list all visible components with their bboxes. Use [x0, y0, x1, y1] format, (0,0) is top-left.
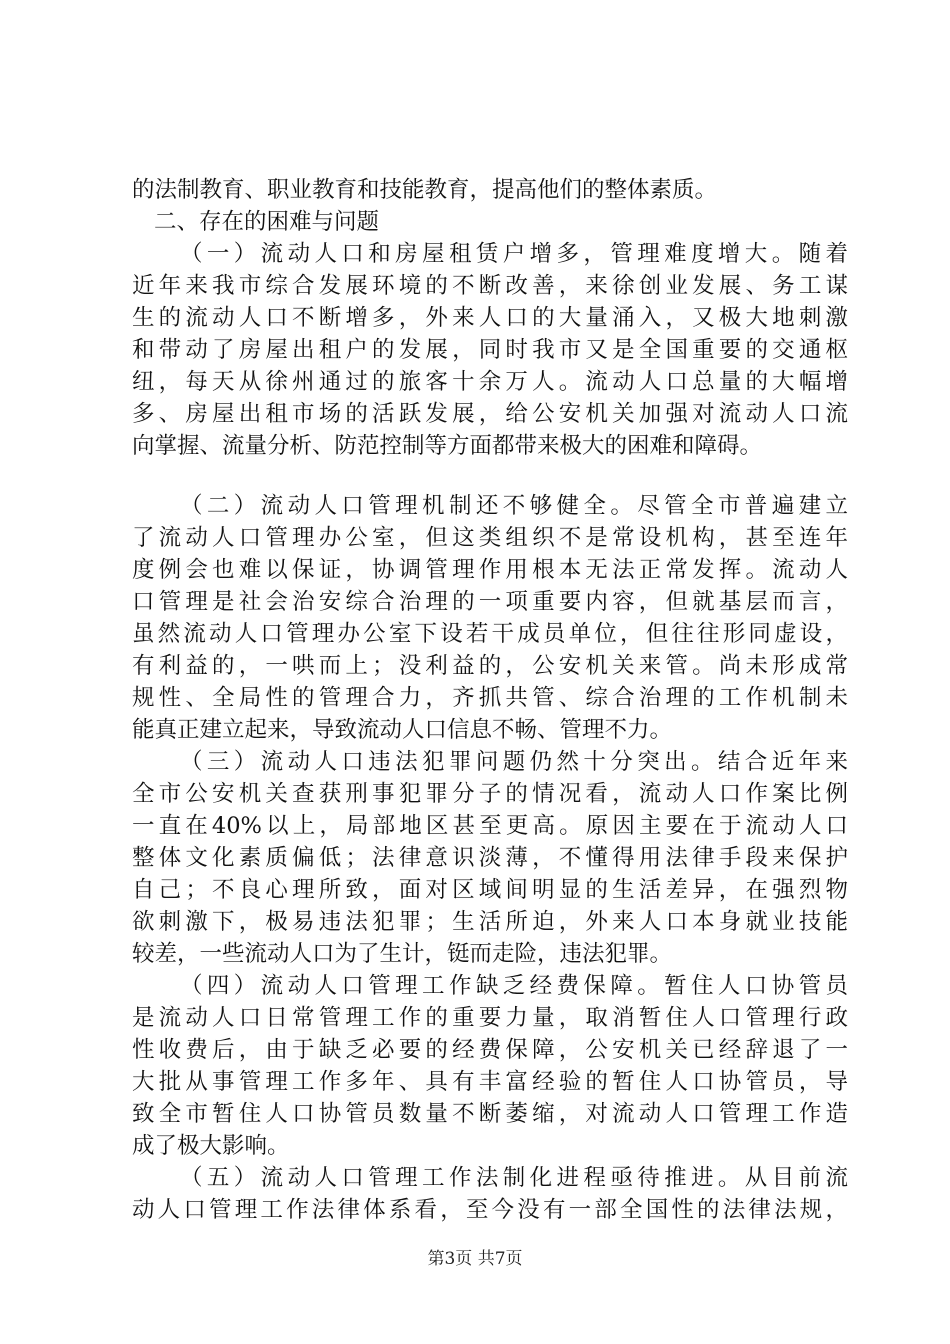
paragraph-line: 多、房屋出租市场的活跃发展，给公安机关加强对流动人口流	[132, 401, 848, 427]
page-footer: 第3页 共7页	[427, 1249, 523, 1269]
paragraph-line: 能真正建立起来，导致流动人口信息不畅、管理不力。	[132, 717, 673, 743]
paragraph-line: 规性、全局性的管理合力，齐抓共管、综合治理的工作机制未	[132, 685, 848, 711]
paragraph-line: 自己；不良心理所致，面对区域间明显的生活差异，在强烈物	[132, 877, 848, 903]
paragraph-line: 的法制教育、职业教育和技能教育，提高他们的整体素质。	[132, 177, 718, 203]
paragraph-line: 向掌握、流量分析、防范控制等方面都带来极大的困难和障碍。	[132, 433, 763, 459]
paragraph-line: 较差，一些流动人口为了生计，铤而走险，违法犯罪。	[132, 941, 673, 967]
paragraph-line: （五）流动人口管理工作法制化进程亟待推进。从目前流	[180, 1165, 848, 1191]
paragraph-line: 度例会也难以保证，协调管理作用根本无法正常发挥。流动人	[132, 557, 848, 583]
paragraph-line: 生的流动人口不断增多，外来人口的大量涌入，又极大地刺激	[132, 305, 848, 331]
paragraph-line: 性收费后，由于缺乏必要的经费保障，公安机关已经辞退了一	[132, 1037, 848, 1063]
paragraph-line: 欲刺激下，极易违法犯罪；生活所迫，外来人口本身就业技能	[132, 909, 848, 935]
paragraph-line: 动人口管理工作法律体系看，至今没有一部全国性的法律法规，	[132, 1197, 848, 1223]
document-body	[132, 174, 848, 1226]
paragraph-line: 是流动人口日常管理工作的重要力量，取消暂住人口管理行政	[132, 1005, 848, 1031]
paragraph-line: 整体文化素质偏低；法律意识淡薄，不懂得用法律手段来保护	[132, 845, 848, 871]
paragraph-line: 一直在40%以上，局部地区甚至更高。原因主要在于流动人口	[132, 813, 848, 839]
paragraph-line: 成了极大影响。	[132, 1133, 290, 1159]
paragraph-line: （四）流动人口管理工作缺乏经费保障。暂住人口协管员	[180, 973, 848, 999]
paragraph-line: 近年来我市综合发展环境的不断改善，来徐创业发展、务工谋	[132, 273, 848, 299]
paragraph-line: 有利益的，一哄而上；没利益的，公安机关来管。尚未形成常	[132, 653, 848, 679]
paragraph-gap	[132, 462, 848, 490]
paragraph-line: （二）流动人口管理机制还不够健全。尽管全市普遍建立	[180, 493, 848, 519]
paragraph-line: 和带动了房屋出租户的发展，同时我市又是全国重要的交通枢	[132, 337, 848, 363]
paragraph-line: 口管理是社会治安综合治理的一项重要内容，但就基层而言，	[132, 589, 848, 615]
paragraph-line: 全市公安机关查获刑事犯罪分子的情况看，流动人口作案比例	[132, 781, 848, 807]
paragraph-line: 大批从事管理工作多年、具有丰富经验的暂住人口协管员，导	[132, 1069, 848, 1095]
paragraph-line: （一）流动人口和房屋租赁户增多，管理难度增大。随着	[180, 241, 848, 267]
section-heading: 二、存在的困难与问题	[154, 209, 380, 235]
paragraph-line: 致全市暂住人口协管员数量不断萎缩，对流动人口管理工作造	[132, 1101, 848, 1127]
paragraph-line: 虽然流动人口管理办公室下设若干成员单位，但往往形同虚设，	[132, 621, 848, 647]
paragraph-line: 了流动人口管理办公室，但这类组织不是常设机构，甚至连年	[132, 525, 848, 551]
paragraph-line: （三）流动人口违法犯罪问题仍然十分突出。结合近年来	[180, 749, 848, 775]
paragraph-line: 纽，每天从徐州通过的旅客十余万人。流动人口总量的大幅增	[132, 369, 848, 395]
